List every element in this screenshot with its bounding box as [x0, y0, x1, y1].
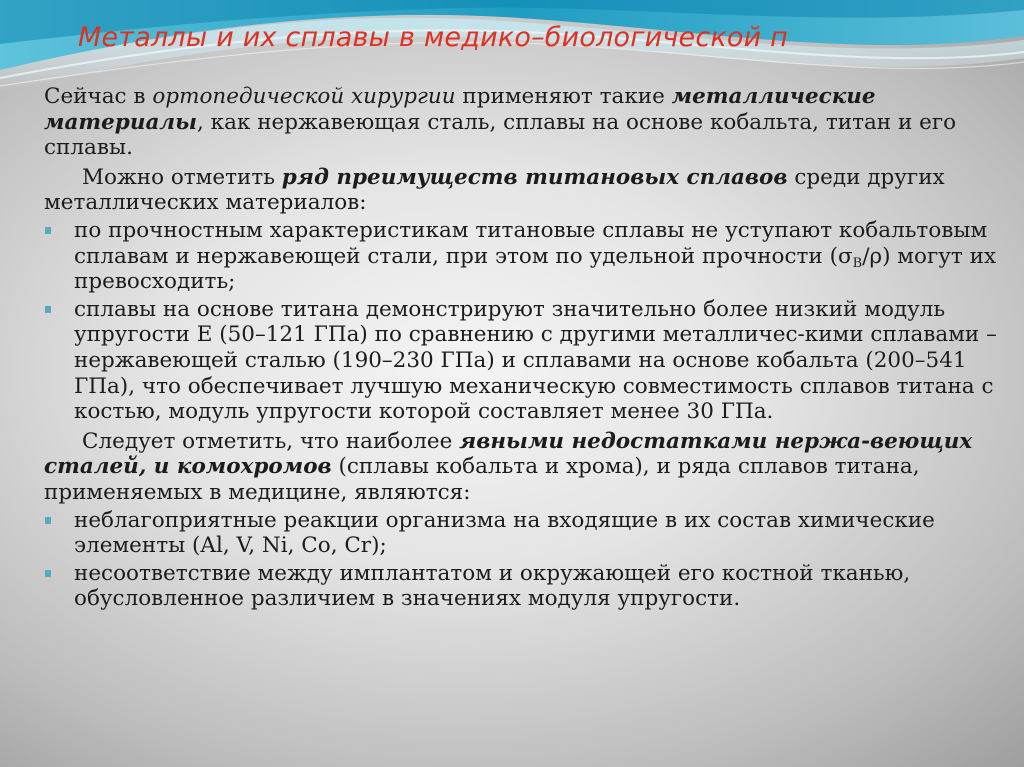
- bullet-icon: [45, 517, 51, 524]
- emphasis-orthopedic-surgery: ортопедической хирургии: [152, 84, 456, 109]
- paragraph-intro: Сейчас в ортопедической хирургии применяют такие металлические материалы, как нержавеющая сталь, сплавы на основе кобальта, титан и его сплавы.: [44, 84, 957, 161]
- bullet-icon: [45, 306, 51, 313]
- emphasis-metal-materials: металлические материалы: [44, 84, 876, 135]
- bullet-icon: [45, 227, 51, 234]
- list-item: несоответствие между имплантатом и окружающей его костной тканью, обусловленное различием в значениях модуля упругости.: [44, 561, 999, 612]
- list-item: сплавы на основе титана демонстрируют значительно более низкий модуль упругости Е (50–121 ГПа) по сравнению с другими металличес-кими сплавами – нержавеющей сталью (190–230 ГПа) и сплавами на основе кобальта (200–541 ГПа), что обеспечивает лучшую механическую совместимость сплавов титана с костью, модуль упругости которой составляет менее 30 ГПа.: [44, 297, 999, 425]
- paragraph-disadvantages: Следует отметить, что наиболее явными недостатками нержа-веющих сталей, и комохромов (сплавы кобальта и хрома), и ряда сплавов титана, применяемых в медицине, являются:: [44, 428, 973, 505]
- slide-body: [44, 84, 999, 612]
- emphasis-disadvantages: явными недостатками нержа-веющих сталей, и комохромов: [44, 428, 973, 480]
- bullet-icon: [45, 570, 51, 577]
- slide-title: Металлы и их сплавы в медико–биологической п: [78, 22, 789, 53]
- list-item: по прочностным характеристикам титановые сплавы не уступают кобальтовым сплавам и нержавеющей стали, при этом по удельной прочности $(\sigma_В/\rho)$ могут их превосходить;: [44, 218, 999, 295]
- paragraph-advantages: Можно отметить ряд преимуществ титановых сплавов среди других металлических материалов:: [44, 164, 945, 216]
- list-item: неблагоприятные реакции организма на входящие в их состав химические элементы (Al, V, Ni, Co, Cr);: [44, 508, 999, 559]
- emphasis-titanium-advantages: ряд преимуществ титановых сплавов: [281, 164, 788, 190]
